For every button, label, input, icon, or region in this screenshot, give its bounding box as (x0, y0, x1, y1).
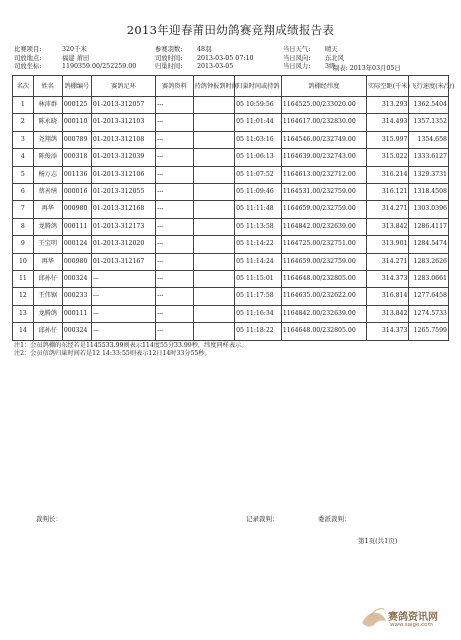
release-place-label: 司放地点: (14, 54, 42, 62)
table-row (13, 184, 449, 201)
info-column-left (14, 46, 136, 72)
distance-cell: 315.022 (366, 149, 409, 166)
race-name-label: 比赛项目: (14, 46, 42, 53)
table-row (13, 97, 449, 114)
footnote-2: 注2：会员信鸽归巢时间若是12 14:33:55则表示12日14时33分55秒。 (14, 350, 211, 357)
watermark-brand: 赛鸽资讯网 (388, 612, 438, 623)
ring-cell: --- (91, 323, 155, 340)
ring-cell: 01-2013-312020 (91, 236, 155, 253)
col-header-loft-id: 鸽棚编号 (62, 76, 91, 97)
coords-cell: 1164725.00/232751.00 (281, 236, 366, 253)
ring-cell: 01-2013-312057 (91, 97, 155, 114)
table-row (13, 236, 449, 253)
distance-cell: 313.842 (366, 305, 409, 322)
clock-report-cell (193, 131, 235, 148)
release-place-value: 福建 莆田 (62, 54, 90, 62)
ring-cell: 01-2013-312055 (91, 184, 155, 201)
loft-id-cell: 000233 (62, 288, 91, 305)
arrival-time-cell: 05 11:03:16 (235, 131, 282, 148)
release-time-value: 2013-03-05 07:10 (197, 54, 254, 62)
ring-cell: 01-2013-312167 (91, 253, 155, 270)
clock-report-cell (193, 201, 235, 218)
table-row (13, 201, 449, 218)
table-row (13, 149, 449, 166)
col-header-name: 姓名 (33, 76, 62, 97)
speed-cell: 1265.7599 (409, 323, 449, 340)
ring-cell: 01-2013-312108 (91, 131, 155, 148)
clock-report-cell (193, 149, 235, 166)
speed-cell: 1286.4117 (409, 218, 449, 235)
arrival-time-cell: 05 11:13:58 (235, 218, 282, 235)
ring-cell: 01-2013-312106 (91, 166, 155, 183)
distance-cell: 314.271 (366, 201, 409, 218)
name-cell: 王宝明 (33, 236, 62, 253)
made-date (333, 63, 401, 72)
arrival-time-cell: 05 11:18:22 (235, 323, 282, 340)
distance-cell: 314.373 (366, 323, 409, 340)
rank-cell: 13 (13, 305, 34, 322)
distance-cell: 313.293 (366, 97, 409, 114)
ring-cell: --- (91, 288, 155, 305)
name-cell: 蔡善缮 (33, 184, 62, 201)
speed-cell: 1318.4508 (409, 184, 449, 201)
col-header-arrival-time: 归巢时间或持鸽 (235, 76, 282, 97)
info-column-middle (155, 46, 253, 72)
table-row (13, 323, 449, 340)
col-header-clock-report: 持鸽钟报到时间 (193, 76, 235, 97)
clock-report-cell (193, 288, 235, 305)
loft-id-cell: 000318 (62, 149, 91, 166)
entries-value: 48羽 (197, 46, 212, 53)
rank-cell: 12 (13, 288, 34, 305)
loft-id-cell: 000980 (62, 201, 91, 218)
pigeon-info-cell: --- (156, 149, 193, 166)
distance-cell: 316.121 (366, 184, 409, 201)
table-row (13, 288, 449, 305)
release-coords-label: 司放坐标: (14, 63, 42, 70)
table-header-row (13, 76, 449, 97)
loft-id-cell: 000124 (62, 236, 91, 253)
pigeon-info-cell: --- (156, 323, 193, 340)
clock-report-cell (193, 166, 235, 183)
name-cell: 陈俊添 (33, 149, 62, 166)
loft-id-cell: 000111 (62, 305, 91, 322)
rank-cell: 11 (13, 271, 34, 288)
table-row (13, 253, 449, 270)
name-cell: 邱孙仔 (33, 271, 62, 288)
weather-label: 当日天气: (283, 46, 311, 53)
clock-report-cell (193, 97, 235, 114)
rank-cell: 5 (13, 166, 34, 183)
table-row (13, 131, 449, 148)
rank-cell: 8 (13, 218, 34, 235)
arrival-time-cell: 05 11:01:44 (235, 114, 282, 131)
arrival-time-cell: 05 11:06:13 (235, 149, 282, 166)
name-cell: 龙腾鸽 (33, 305, 62, 322)
rank-cell: 2 (13, 114, 34, 131)
arrival-time-cell: 05 11:11:48 (235, 201, 282, 218)
pigeon-info-cell: --- (156, 218, 193, 235)
weather-value: 晴天 (325, 46, 338, 53)
distance-cell: 314.493 (366, 114, 409, 131)
col-header-rank: 名次 (13, 76, 34, 97)
distance-cell: 313.901 (366, 236, 409, 253)
name-cell: 再华 (33, 253, 62, 270)
referee-signature: 裁判长： (36, 515, 62, 523)
ring-cell: 01-2013-312173 (91, 218, 155, 235)
loft-id-cell: 000110 (62, 114, 91, 131)
clock-report-cell (193, 305, 235, 322)
speed-cell: 1329.3731 (409, 166, 449, 183)
distance-cell: 316.814 (366, 288, 409, 305)
ring-cell: 01-2013-312039 (91, 149, 155, 166)
release-time-label: 司放时间: (155, 54, 183, 62)
coords-cell: 1164648.00/232805.00 (281, 323, 366, 340)
coords-cell: 1164613.00/232712.00 (281, 166, 366, 183)
loft-id-cell: 000125 (62, 97, 91, 114)
speed-cell: 1333.6127 (409, 149, 449, 166)
speed-cell: 1284.5474 (409, 236, 449, 253)
rank-cell: 6 (13, 184, 34, 201)
return-time-value: 2013-03-05 (197, 63, 234, 70)
rank-cell: 9 (13, 236, 34, 253)
speed-cell: 1303.0396 (409, 201, 449, 218)
coords-cell: 1164546.00/232749.00 (281, 131, 366, 148)
arrival-time-cell: 05 11:17:58 (235, 288, 282, 305)
col-header-speed: 飞行速度(米/分) (409, 76, 449, 97)
coords-cell: 1164842.00/232639.00 (281, 218, 366, 235)
name-cell: 尧翔鸽 (33, 131, 62, 148)
arrival-time-cell: 05 11:15:01 (235, 271, 282, 288)
pigeon-info-cell: --- (156, 184, 193, 201)
clock-report-cell (193, 184, 235, 201)
name-cell: 王伟锯 (33, 288, 62, 305)
col-header-coords: 鸽棚经纬度 (281, 76, 366, 97)
coords-cell: 1164617.00/232830.00 (281, 114, 366, 131)
clock-report-cell (193, 218, 235, 235)
loft-id-cell: 000789 (62, 131, 91, 148)
pigeon-info-cell: --- (156, 97, 193, 114)
page-number: 第1页(共1页) (358, 537, 398, 545)
rank-cell: 1 (13, 97, 34, 114)
wind-direction-value: 东北风 (325, 54, 344, 62)
wind-direction-label: 当日风向: (283, 54, 311, 62)
speed-cell: 1277.6458 (409, 288, 449, 305)
pigeon-info-cell: --- (156, 271, 193, 288)
rank-cell: 14 (13, 323, 34, 340)
table-row (13, 305, 449, 322)
speed-cell: 1283.0661 (409, 271, 449, 288)
arrival-time-cell: 05 11:09:46 (235, 184, 282, 201)
release-coords-value: 1190359.00/252259.00 (62, 63, 137, 70)
loft-id-cell: 000111 (62, 218, 91, 235)
pigeon-info-cell: --- (156, 114, 193, 131)
clock-report-cell (193, 253, 235, 270)
name-cell: 邱孙仔 (33, 323, 62, 340)
pigeon-info-cell: --- (156, 288, 193, 305)
speed-cell: 1274.5733 (409, 305, 449, 322)
pigeon-info-cell: --- (156, 131, 193, 148)
table-row (13, 166, 449, 183)
arrival-time-cell: 05 10:59:56 (235, 97, 282, 114)
arrival-time-cell: 05 11:16:34 (235, 305, 282, 322)
clock-report-cell (193, 236, 235, 253)
results-table (12, 75, 455, 341)
pigeon-info-cell: --- (156, 201, 193, 218)
col-header-distance: 实际空距(千米) (366, 76, 409, 97)
footnotes (14, 342, 247, 358)
clock-report-cell (193, 114, 235, 131)
wind-force-value: 3级 (325, 63, 336, 70)
ring-cell: --- (91, 305, 155, 322)
pigeon-info-cell: --- (156, 305, 193, 322)
rank-cell: 7 (13, 201, 34, 218)
name-cell: 杨万志 (33, 166, 62, 183)
footnote-1: 注1：会员鸽棚的东经若是1145533.99则表示114度55分33.99秒，纬度同样表示。 (14, 342, 248, 349)
col-header-pigeon-info: 赛鸽资料 (156, 76, 193, 97)
distance-cell: 315.997 (366, 131, 409, 148)
entries-label: 参赛羽数: (155, 46, 183, 53)
coords-cell: 1164648.00/232805.00 (281, 271, 366, 288)
made-value: 2013年03月05日 (349, 65, 401, 72)
clock-report-cell (193, 271, 235, 288)
loft-id-cell: 001136 (62, 166, 91, 183)
watermark-url: www.saige.com (390, 622, 433, 628)
loft-id-cell: 000324 (62, 323, 91, 340)
distance-cell: 313.842 (366, 218, 409, 235)
table-row (13, 271, 449, 288)
coords-cell: 1164525.00/233020.00 (281, 97, 366, 114)
arrival-time-cell: 05 11:07:52 (235, 166, 282, 183)
coords-cell: 1164659.00/232759.00 (281, 201, 366, 218)
coords-cell: 1164842.00/232639.00 (281, 305, 366, 322)
ring-cell: --- (91, 271, 155, 288)
distance-cell: 314.373 (366, 271, 409, 288)
distance-cell: 314.271 (366, 253, 409, 270)
col-header-ring: 赛鸽足环 (91, 76, 155, 97)
pigeon-info-cell: --- (156, 166, 193, 183)
ring-cell: 01-2013-312168 (91, 201, 155, 218)
table-row (13, 114, 449, 131)
name-cell: 林沛群 (33, 97, 62, 114)
coords-cell: 1164639.00/232743.00 (281, 149, 366, 166)
committee-signature: 委派裁判： (318, 515, 351, 523)
table-row (13, 218, 449, 235)
name-cell: 陈永晓 (33, 114, 62, 131)
speed-cell: 1357.1352 (409, 114, 449, 131)
made-label: 制表: (333, 65, 348, 72)
rank-cell: 3 (13, 131, 34, 148)
race-name-value: 320千米 (62, 46, 87, 53)
loft-id-cell: 000324 (62, 271, 91, 288)
speed-cell: 1362.5404 (409, 97, 449, 114)
report-title: 2013年迎春莆田幼鸽赛竞翔成绩报告表 (126, 23, 335, 37)
coords-cell: 1164659.00/232759.00 (281, 253, 366, 270)
name-cell: 龙腾鸽 (33, 218, 62, 235)
return-time-label: 归巢时间: (155, 63, 183, 70)
distance-cell: 316.214 (366, 166, 409, 183)
loft-id-cell: 000016 (62, 184, 91, 201)
ring-cell: 01-2013-312103 (91, 114, 155, 131)
clock-report-cell (193, 323, 235, 340)
rank-cell: 4 (13, 149, 34, 166)
arrival-time-cell: 05 11:14:24 (235, 253, 282, 270)
name-cell: 再华 (33, 201, 62, 218)
loft-id-cell: 000980 (62, 253, 91, 270)
speed-cell: 1354.658 (409, 131, 449, 148)
pigeon-info-cell: --- (156, 253, 193, 270)
wind-force-label: 当日风力: (283, 63, 311, 70)
arrival-time-cell: 05 11:14:22 (235, 236, 282, 253)
recorder-signature: 记录裁判： (246, 515, 279, 523)
coords-cell: 1164531.00/232759.00 (281, 184, 366, 201)
speed-cell: 1283.2626 (409, 253, 449, 270)
rank-cell: 10 (13, 253, 34, 270)
pigeon-info-cell: --- (156, 236, 193, 253)
pigeon-icon (362, 613, 386, 627)
coords-cell: 1164635.00/232622.00 (281, 288, 366, 305)
